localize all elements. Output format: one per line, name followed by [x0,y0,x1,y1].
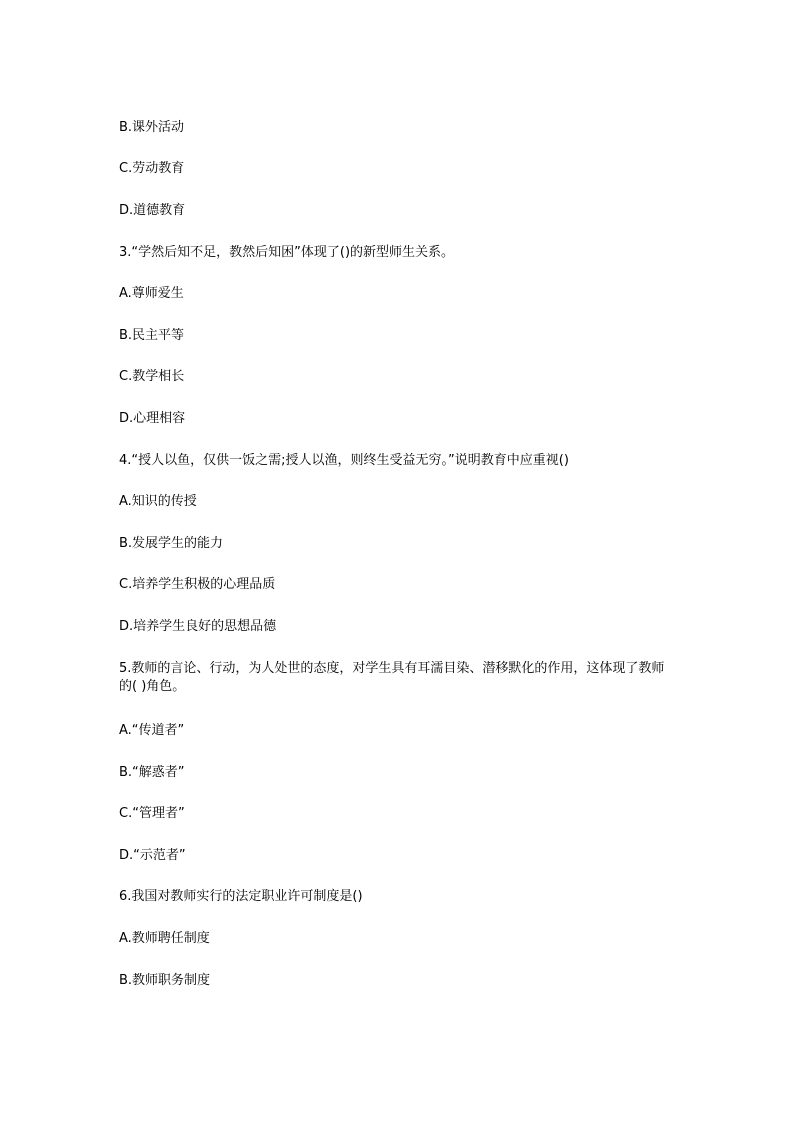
q4-option-a: A.知识的传授 [119,494,197,509]
q3-option-a: A.尊师爱生 [119,286,184,301]
question-4: 4.“授人以鱼，仅供一饭之需;授人以渔，则终生受益无穷。”说明教育中应重视() [119,453,569,468]
option-c-labor-education: C.劳动教育 [119,161,185,176]
q4-option-c: C.培养学生积极的心理品质 [119,577,276,592]
question-5: 5.教师的言论、行动，为人处世的态度，对学生具有耳濡目染、潜移默化的作用，这体现了教师的( )角色。 [119,661,665,694]
q5-option-b: B.“解惑者” [119,765,185,780]
question-6: 6.我国对教师实行的法定职业许可制度是() [119,889,363,904]
q6-option-a: A.教师聘任制度 [119,931,210,946]
q4-option-d: D.培养学生良好的思想品德 [119,619,277,634]
q3-option-b: B.民主平等 [119,328,185,343]
question-3: 3.“学然后知不足，教然后知困”体现了()的新型师生关系。 [119,245,455,260]
q4-option-b: B.发展学生的能力 [119,536,224,551]
q6-option-b: B.教师职务制度 [119,973,211,988]
q3-option-c: C.教学相长 [119,369,185,384]
q3-option-d: D.心理相容 [119,411,186,426]
option-b-extracurricular: B.课外活动 [119,120,185,135]
q5-option-c: C.“管理者” [119,806,185,821]
q5-option-d: D.“示范者” [119,848,186,863]
q5-option-a: A.“传道者” [119,723,185,738]
option-d-moral-education: D.道德教育 [119,203,186,218]
